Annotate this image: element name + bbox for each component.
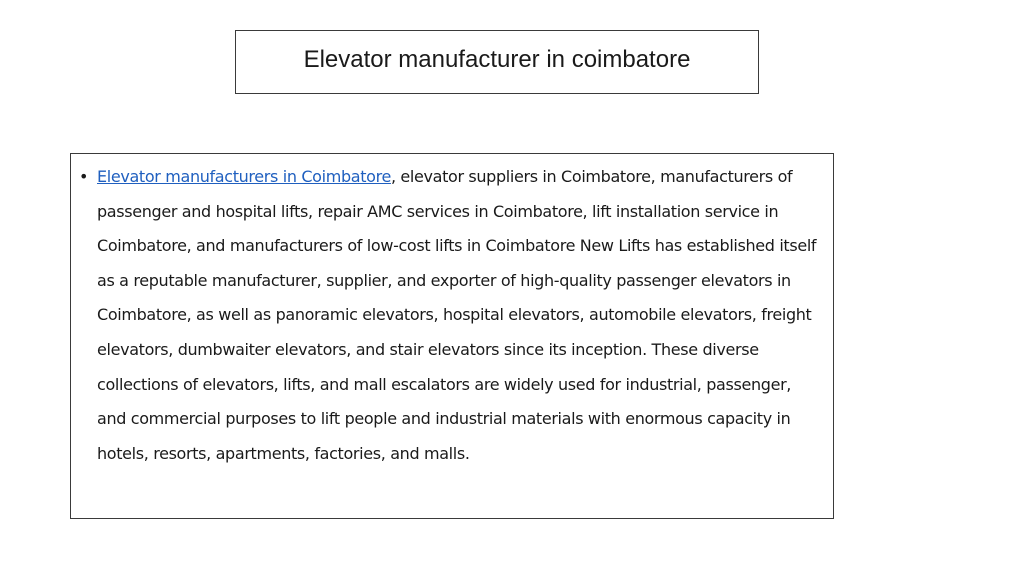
- bullet-text: [97, 160, 819, 471]
- content-box: [70, 153, 834, 519]
- slide-title: Elevator manufacturer in coimbatore: [303, 46, 691, 73]
- bullet-body-text: , elevator suppliers in Coimbatore, manufacturers of passenger and hospital lifts, repair AMC services in Coimbatore, lift installation service in Coimbatore, and manufacturers of low-cost lifts in Coimbatore New Lifts has established itself as a reputable manufacturer, supplier, and exporter of high-quality passenger elevators in Coimbatore, as well as panoramic elevators, hospital elevators, automobile elevators, freight elevators, dumbwaiter elevators, and stair elevators since its inception. These diverse collections of elevators, lifts, and mall escalators are widely used for industrial, passenger, and commercial purposes to lift people and industrial materials with enormous capacity in hotels, resorts, apartments, factories, and malls.: [97, 167, 817, 463]
- bullet-dot-icon: •: [79, 167, 89, 186]
- bullet-item: [79, 160, 819, 471]
- title-box: [235, 30, 759, 94]
- elevator-manufacturers-link[interactable]: Elevator manufacturers in Coimbatore: [97, 167, 391, 186]
